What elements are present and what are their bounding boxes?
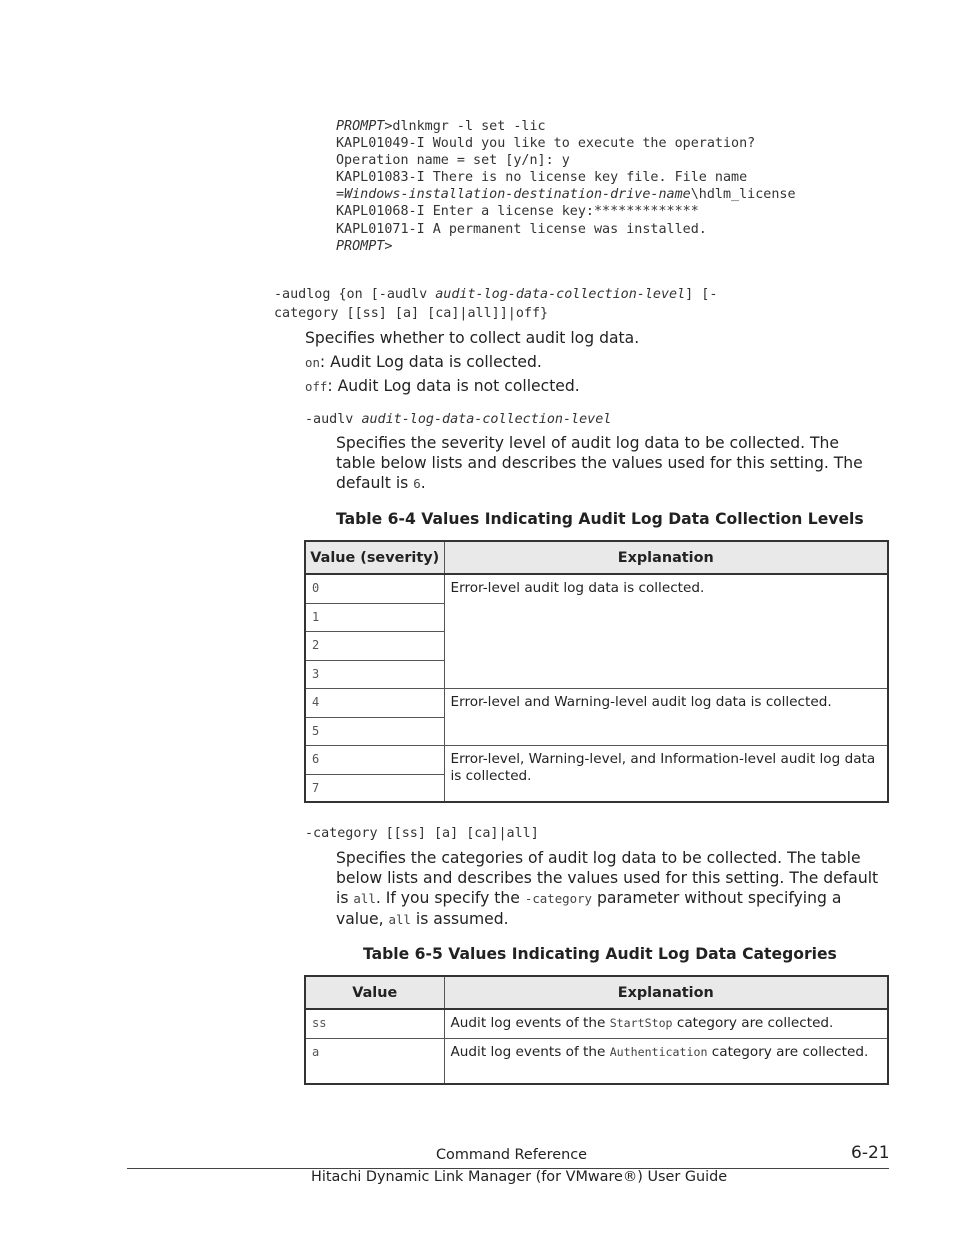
table-cell-value: 3 [305,660,444,688]
audlog-param-line1: -audlog {on [-audlv audit-log-data-collection-level] [- [274,287,718,302]
table-cell-value: 1 [305,603,444,631]
table-header: Value (severity) [305,541,444,574]
table-cell-explanation: Error-level, Warning-level, and Information-level audit log data is collected. [444,745,888,802]
code-line: KAPL01049-I Would you like to execute the operation? [336,136,756,152]
audlv-description: Specifies the severity level of audit log data to be collected. The table below lists and describes the values used for this setting. The default is 6. [336,434,863,492]
book-title: Hitachi Dynamic Link Manager (for VMware®) User Guide [311,1169,728,1185]
code-line: KAPL01068-I Enter a license key:************* [336,204,699,220]
code-line: =Windows-installation-destination-drive-name\hdlm_license [336,187,796,203]
code-line: KAPL01083-I There is no license key file. File name [336,170,748,186]
table-cell-value: 7 [305,774,444,802]
table-cell-value: a [305,1038,444,1084]
table-header: Explanation [444,541,888,574]
audlog-off-item: off: Audit Log data is not collected. [305,377,580,395]
audlog-on-item: on: Audit Log data is collected. [305,353,542,371]
code-example [336,118,796,255]
table-cell-explanation: Audit log events of the StartStop category are collected. [444,1009,888,1038]
table-cell-value: 2 [305,631,444,660]
audlv-param: -audlv audit-log-data-collection-level [305,412,612,427]
table-cell-value: 0 [305,574,444,603]
category-param: -category [[ss] [a] [ca]|all] [305,826,539,841]
category-description: Specifies the categories of audit log data to be collected. The table below lists and describes the values used for this setting. The default is all. If you specify the -category parameter without specifying a value, all is assumed. [336,849,879,928]
table-cell-explanation: Audit log events of the Authentication category are collected. [444,1038,888,1084]
table-cell-value: 6 [305,745,444,774]
table-header: Explanation [444,976,888,1009]
code-line: KAPL01071-I A permanent license was installed. [336,221,707,237]
table-cell-explanation: Error-level and Warning-level audit log data is collected. [444,688,888,745]
audlog-description: Specifies whether to collect audit log data. [305,329,640,347]
table-header: Value [305,976,444,1009]
audlog-param-line2: category [[ss] [a] [ca]|all]]|off} [274,306,549,321]
table-cell-value: ss [305,1009,444,1038]
table-caption: Table 6-4 Values Indicating Audit Log Data Collection Levels [336,510,864,528]
table-cell-value: 5 [305,717,444,745]
code-line: PROMPT>dlnkmgr -l set -lic [336,119,546,134]
code-line: Operation name = set [y/n]: y [336,153,570,169]
footer-section: Command Reference [436,1147,588,1163]
table-cell-value: 4 [305,688,444,717]
categories-table [304,975,889,1085]
table-caption: Table 6-5 Values Indicating Audit Log Data Categories [363,945,837,963]
code-line: PROMPT> [336,238,393,254]
table-cell-explanation: Error-level audit log data is collected. [444,574,888,688]
collection-levels-table [304,540,889,803]
page-number: 6-21 [851,1143,890,1163]
